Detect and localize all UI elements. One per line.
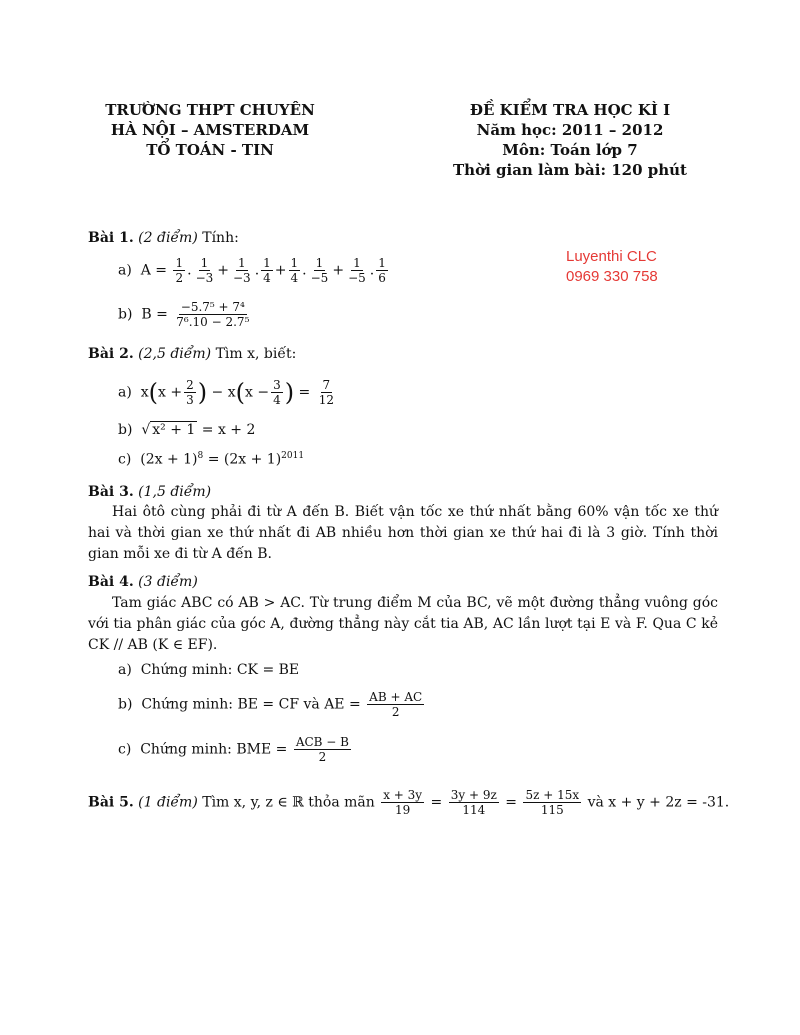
bai5-points: (1 điểm) <box>138 794 198 811</box>
fraction: $\frac{1}{2}$ <box>175 256 184 285</box>
bai2-intro: Tìm x, biết: <box>215 346 297 362</box>
fraction: $\frac{1}{-3}$ <box>195 256 214 285</box>
fraction: $\frac{5z + 15x}{115}$ <box>525 788 580 817</box>
fraction: $\frac{1}{-5}$ <box>310 256 329 285</box>
fraction: $\frac{1}{4}$ <box>290 256 299 285</box>
bai4-title: Bài 4. <box>88 574 134 590</box>
bai3-heading <box>88 482 211 502</box>
bai1-a-lhs: A = <box>140 262 168 279</box>
fraction: $\frac{\text{−5.7⁵ + 7⁴}}{\text{7⁶.10 − 2.7⁵}}$ <box>176 300 250 329</box>
bai3-text: Hai ôtô cùng phải đi từ A đến B. Biết vận tốc xe thứ nhất bằng 60% vận tốc xe thứ hai và thời gian xe thứ nhất đi AB nhiều hơn thời gian xe thứ hai đi là 3 giờ. Tính thời gian mỗi xe đi từ A đến B. <box>88 504 718 562</box>
bai1-points: (2 điểm) <box>138 230 198 246</box>
bai1-a-label: a) <box>118 262 132 279</box>
school-header <box>95 100 325 160</box>
fraction: $\frac{1}{-3}$ <box>233 256 251 285</box>
bai2-a: a) x(x + $\frac{2}{3}$ ) − x(x − $\frac{3}{4}$ ) = $\frac{7}{12}$ <box>118 378 335 407</box>
exam-title: ĐỀ KIỂM TRA HỌC KÌ I <box>469 101 671 119</box>
bai1-intro: Tính: <box>202 230 239 246</box>
fraction: $\frac{2}{3}$ <box>186 378 194 407</box>
bai3-title: Bài 3. <box>88 484 134 500</box>
bai4-c: c) Chứng minh: BME = $\frac{\text{ACB − B}}{2}$ <box>118 735 349 764</box>
bai2-c-label: c) <box>118 451 132 468</box>
exam-header <box>450 100 690 180</box>
stamp-phone: 0969 330 758 <box>566 268 658 285</box>
stamp-name: Luyenthi CLC <box>566 248 657 265</box>
school-name: TRƯỜNG THPT CHUYÊN <box>105 101 315 119</box>
bai4-points: (3 điểm) <box>138 574 198 590</box>
department: TỔ TOÁN - TIN <box>146 141 274 159</box>
bai1-title: Bài 1. <box>88 230 134 246</box>
school-year: Năm học: 2011 – 2012 <box>476 121 664 139</box>
bai4-text: Tam giác ABC có AB > AC. Từ trung điểm M của BC, vẽ một đường thẳng vuông góc với tia phân giác của góc A, đường thẳng này cắt tia AB, AC lần lượt tại E và F. Qua C kẻ CK // AB (K ∈ EF). <box>88 595 718 653</box>
bai2-title: Bài 2. <box>88 346 134 362</box>
fraction: $\frac{1}{4}$ <box>263 256 271 285</box>
bai4-heading <box>88 572 198 592</box>
contact-stamp <box>566 247 658 287</box>
radicand: x² + 1 <box>152 422 196 438</box>
bai2-c: c) $(2x + 1)^8 = (2x + 1)^{2011}$ <box>118 451 305 468</box>
bai1-b-label: b) <box>118 306 133 323</box>
subject: Môn: Toán lớp 7 <box>502 141 638 159</box>
bai1-heading <box>88 228 239 248</box>
school-city: HÀ NỘI – AMSTERDAM <box>110 121 310 139</box>
bai4-b: b) Chứng minh: BE = CF và AE = $\frac{AB + AC}{2}$ <box>118 690 423 719</box>
duration: Thời gian làm bài: 120 phút <box>453 161 687 179</box>
fraction: $\frac{\text{ACB − B}}{2}$ <box>295 735 349 764</box>
bai2-points: (2,5 điểm) <box>138 346 212 362</box>
fraction: $\frac{AB + AC}{2}$ <box>369 690 423 719</box>
bai1-a: a) A = $\frac{1}{2}$ . $\frac{1}{-3}$ + $\frac{1}{-3}$ . $\frac{1}{4}$ + $\frac{1}{4}$ . $\frac{1}{-5}$ + $\frac{1}{-5}$ . $\frac{1}{6}$ <box>118 256 386 285</box>
bai2-b: b) √ x² + 1 = x + 2 <box>118 422 256 438</box>
fraction: $\frac{3y + 9z}{114}$ <box>450 788 497 817</box>
bai2-a-label: a) <box>118 384 132 401</box>
bai4-a: a) Chứng minh: CK = BE <box>118 662 300 678</box>
bai2-heading <box>88 344 296 364</box>
fraction: $\frac{7}{12}$ <box>318 378 335 407</box>
bai1-b-lhs: B = <box>141 306 168 323</box>
bai3-points: (1,5 điểm) <box>138 484 212 500</box>
fraction: $\frac{1}{-5}$ <box>348 256 366 285</box>
bai1-b <box>118 300 253 329</box>
bai5: Bài 5. (1 điểm) Tìm x, y, z ∈ ℝ thỏa mãn $\frac{x + 3y}{19}$ = $\frac{3y + 9z}{114}$ = $\frac{5z + 15x}{115}$ và x + y + 2z = -31. <box>88 788 730 817</box>
bai5-title: Bài 5. <box>88 794 134 811</box>
fraction: $\frac{1}{6}$ <box>378 256 386 285</box>
bai2-b-label: b) <box>118 422 133 438</box>
fraction: $\frac{3}{4}$ <box>273 378 281 407</box>
fraction: $\frac{x + 3y}{19}$ <box>383 788 423 817</box>
